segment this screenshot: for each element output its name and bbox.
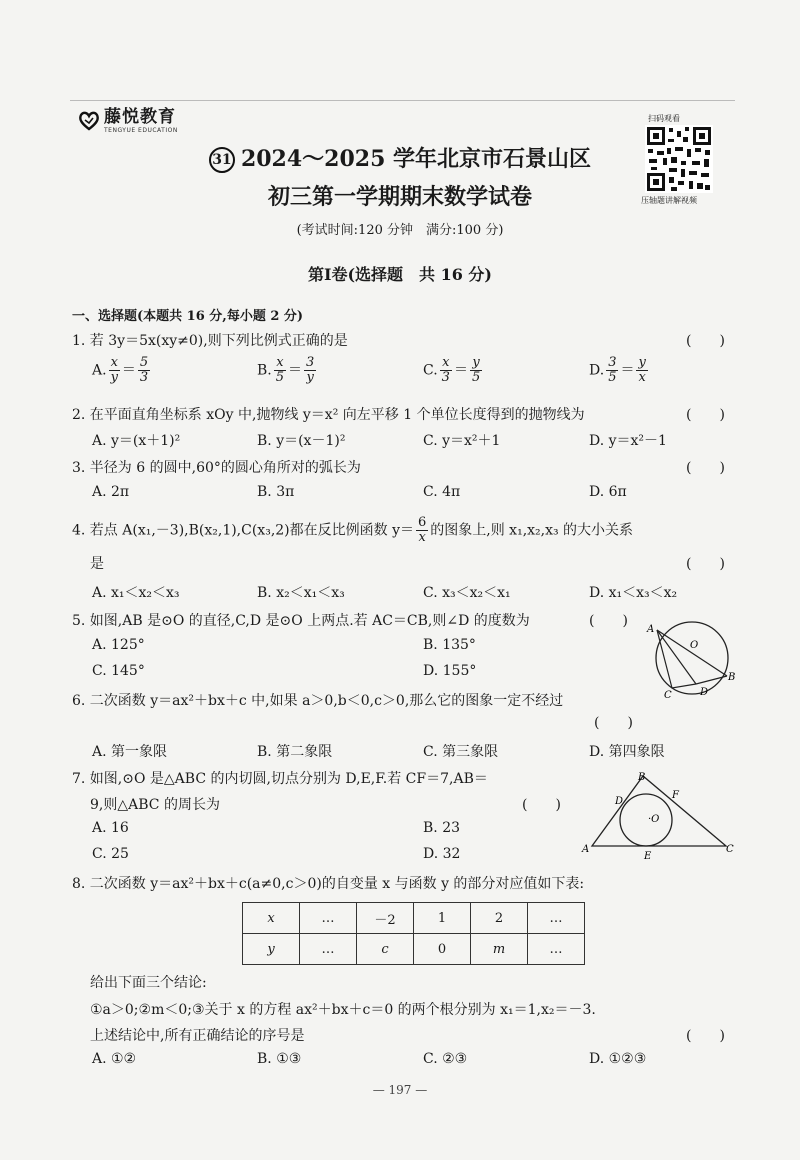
table-row xyxy=(243,903,585,934)
q1-option-d: D. $\frac{3}{5}$ ＝ $\frac{y}{x}$ xyxy=(589,355,646,385)
q5-option-d: D. 155° xyxy=(423,663,477,679)
q7-stem-line1: 7. 如图,⊙O 是△ABC 的内切圆,切点分别为 D,E,F.若 CF＝7,AB＝ xyxy=(72,771,488,787)
q7-label-d: D xyxy=(615,796,624,807)
q4-option-b: B. x₂＜x₁＜x₃ xyxy=(257,585,345,601)
q1-stem: 1. 若 3y＝5x(xy≠0),则下列比例式正确的是 xyxy=(72,333,348,349)
q5-option-a: A. 125° xyxy=(92,637,145,653)
q4-answer-paren: ( ) xyxy=(686,556,725,572)
page-number: — 197 — xyxy=(372,1083,428,1097)
q8-answer-paren: ( ) xyxy=(686,1028,725,1044)
q8-option-c: C. ②③ xyxy=(423,1051,468,1067)
q8-conclusions: ①a＞0;②m＜0;③关于 x 的方程 ax²＋bx＋c＝0 的两个根分别为 x₁＝1,x₂＝－3. xyxy=(90,1002,596,1018)
paper-number: 31 xyxy=(209,147,235,173)
q8-option-d: D. ①②③ xyxy=(589,1051,647,1067)
q4-option-a: A. x₁＜x₂＜x₃ xyxy=(92,585,180,601)
q8-value-table xyxy=(242,902,585,965)
q7-incircle xyxy=(620,794,672,846)
q6-option-b: B. 第二象限 xyxy=(257,744,333,760)
q8-option-a: A. ①② xyxy=(92,1051,137,1067)
q5-option-c: C. 145° xyxy=(92,663,145,679)
q7-stem-line2: 9,则△ABC 的周长为 xyxy=(90,797,220,813)
table-cell: 1 xyxy=(414,903,471,934)
q7-triangle xyxy=(592,776,726,846)
table-cell: … xyxy=(528,934,585,965)
q2-option-a: A. y＝(x＋1)² xyxy=(92,433,181,449)
q7-label-c: C xyxy=(726,844,734,855)
q3-option-b: B. 3π xyxy=(257,484,295,500)
q7-triangle-figure xyxy=(580,770,740,862)
q7-label-e: E xyxy=(644,851,652,862)
header-rule xyxy=(70,100,735,101)
table-cell: c xyxy=(357,934,414,965)
table-cell: x xyxy=(243,903,300,934)
q3-option-a: A. 2π xyxy=(92,484,130,500)
q4-option-c: C. x₃＜x₂＜x₁ xyxy=(423,585,511,601)
q6-answer-paren: ( ) xyxy=(594,715,633,731)
exam-title-line1 xyxy=(0,142,800,173)
q3-answer-paren: ( ) xyxy=(686,460,725,476)
q7-label-o: ·O xyxy=(648,814,660,825)
q5-label-o: O xyxy=(690,640,699,651)
brand-english: TENGYUE EDUCATION xyxy=(104,127,178,134)
table-cell: … xyxy=(300,934,357,965)
q7-option-a: A. 16 xyxy=(92,820,129,836)
q5-stem: 5. 如图,AB 是⊙O 的直径,C,D 是⊙O 上两点.若 AC＝CB,则∠D 的度数为 xyxy=(72,613,530,629)
table-cell: －2 xyxy=(357,903,414,934)
q5-label-d: D xyxy=(700,687,709,698)
table-cell: m xyxy=(471,934,528,965)
q4-stem: 4. 若点 A(x₁,－3),B(x₂,1),C(x₃,2)都在反比例函数 y＝ $\frac{6}{x}$ 的图象上,则 x₁,x₂,x₃ 的大小关系 xyxy=(72,515,634,545)
q4-option-d: D. x₁＜x₃＜x₂ xyxy=(589,585,678,601)
qr-bottom-label: 压轴题讲解视频 xyxy=(641,196,697,205)
q7-label-a: A xyxy=(582,844,590,855)
q2-option-b: B. y＝(x－1)² xyxy=(257,433,346,449)
q6-option-a: A. 第一象限 xyxy=(92,744,168,760)
q1-option-b: B. $\frac{x}{5}$ ＝ $\frac{3}{y}$ xyxy=(257,355,315,385)
q5-circle-figure xyxy=(640,618,740,700)
q1-answer-paren: ( ) xyxy=(686,333,725,349)
q3-stem: 3. 半径为 6 的圆中,60°的圆心角所对的弧长为 xyxy=(72,460,361,476)
table-cell: 0 xyxy=(414,934,471,965)
q2-option-d: D. y＝x²－1 xyxy=(589,433,667,449)
table-cell: y xyxy=(243,934,300,965)
q8-given: 给出下面三个结论: xyxy=(90,975,207,991)
q7-label-f: F xyxy=(672,790,679,801)
q5-chord-ad xyxy=(657,630,699,684)
q6-stem: 6. 二次函数 y＝ax²＋bx＋c 中,如果 a＞0,b＜0,c＞0,那么它的图象一定不经过 xyxy=(72,693,564,709)
q5-label-c: C xyxy=(664,690,672,700)
q8-ask: 上述结论中,所有正确结论的序号是 xyxy=(90,1028,305,1044)
q7-option-d: D. 32 xyxy=(423,846,461,862)
q2-stem: 2. 在平面直角坐标系 xOy 中,抛物线 y＝x² 向左平移 1 个单位长度得到的抛物线为 xyxy=(72,407,585,423)
q8-stem: 8. 二次函数 y＝ax²＋bx＋c(a≠0,c＞0)的自变量 x 与函数 y 的部分对应值如下表: xyxy=(72,876,585,892)
q5-label-b: B xyxy=(728,672,736,683)
table-row xyxy=(243,934,585,965)
q7-answer-paren: ( ) xyxy=(522,797,561,813)
section-title: 第Ⅰ卷(选择题 共 16 分) xyxy=(307,265,493,284)
q7-label-b: B xyxy=(638,772,646,783)
q5-label-a: A xyxy=(647,624,655,635)
q7-option-b: B. 23 xyxy=(423,820,461,836)
q5-option-b: B. 135° xyxy=(423,637,476,653)
title-line1-text: 2024～2025 学年北京市石景山区 xyxy=(240,146,592,172)
exam-title-line2: 初三第一学期期末数学试卷 xyxy=(267,184,532,210)
table-cell: … xyxy=(528,903,585,934)
exam-info: (考试时间:120 分钟 满分:100 分) xyxy=(296,223,504,238)
qr-top-label: 扫码观看 xyxy=(648,114,680,123)
q3-option-d: D. 6π xyxy=(589,484,627,500)
q8-option-b: B. ①③ xyxy=(257,1051,302,1067)
q5-circle xyxy=(656,622,728,694)
q5-answer-paren: ( ) xyxy=(589,613,628,629)
brand-logo xyxy=(78,107,178,134)
q2-answer-paren: ( ) xyxy=(686,407,725,423)
brand-name: 藤悦教育 xyxy=(104,107,176,127)
q3-option-c: C. 4π xyxy=(423,484,461,500)
part-heading: 一、选择题(本题共 16 分,每小题 2 分) xyxy=(72,309,304,324)
q7-option-c: C. 25 xyxy=(92,846,129,862)
q4-stem-line2: 是 xyxy=(90,556,104,572)
q6-option-c: C. 第三象限 xyxy=(423,744,499,760)
table-cell: … xyxy=(300,903,357,934)
heart-logo-icon xyxy=(78,111,100,131)
q2-option-c: C. y＝x²＋1 xyxy=(423,433,501,449)
q1-option-a: A. $\frac{x}{y}$ ＝ $\frac{5}{3}$ xyxy=(92,355,149,385)
q6-option-d: D. 第四象限 xyxy=(589,744,665,760)
q1-option-c: C. $\frac{x}{3}$ ＝ $\frac{y}{5}$ xyxy=(423,355,481,385)
table-cell: 2 xyxy=(471,903,528,934)
